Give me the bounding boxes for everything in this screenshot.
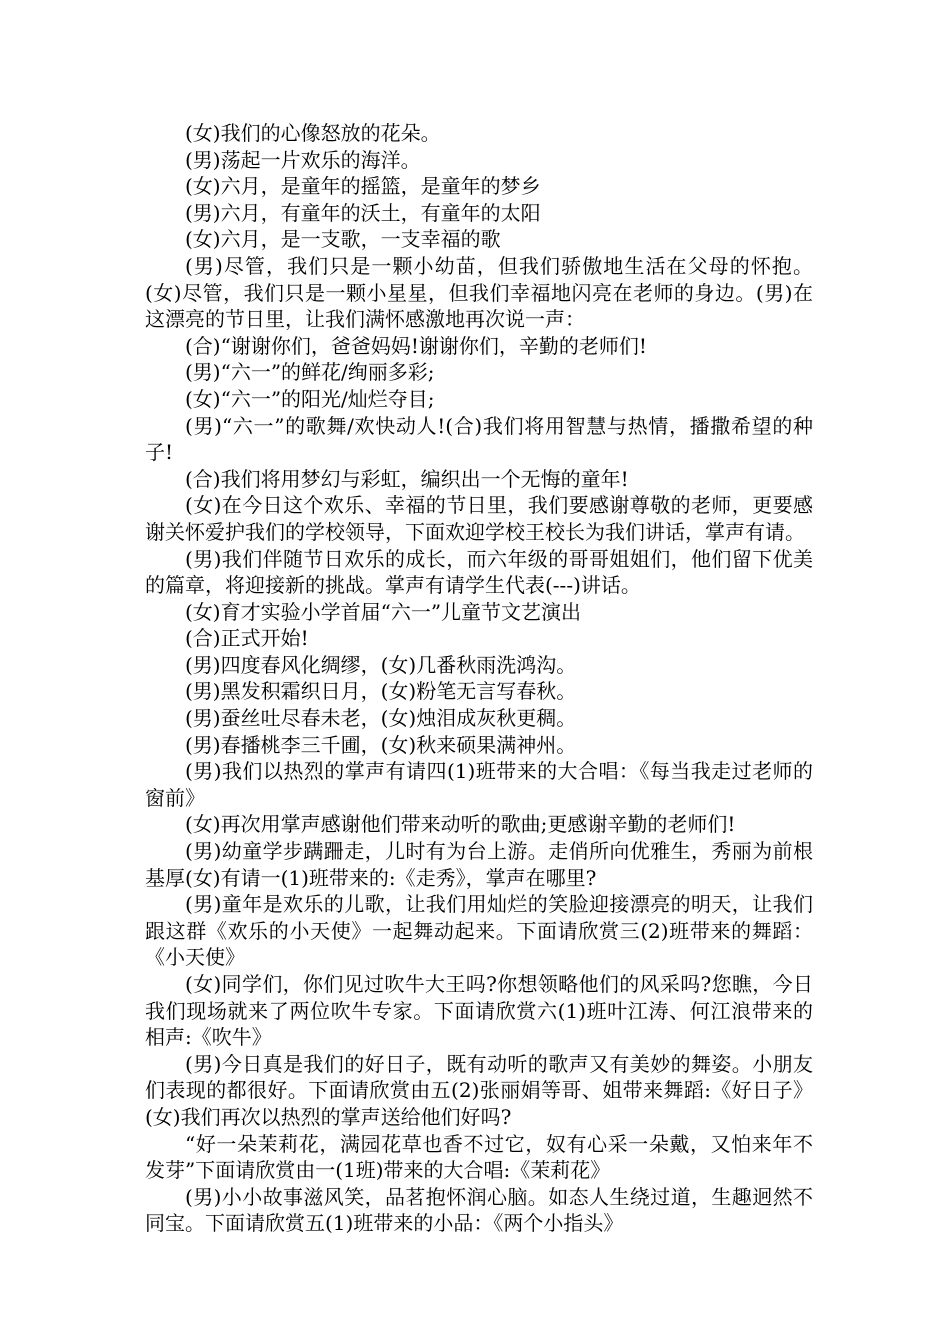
paragraph: (女)“六一”的阳光/灿烂夺目; bbox=[185, 386, 435, 411]
paragraph: (女)育才实验小学首届“六一”儿童节文艺演出 bbox=[185, 599, 582, 624]
paragraph: “好一朵茉莉花，满园花草也香不过它，奴有心采一朵戴，又怕来年不发芽”下面请欣赏由一(1班)带来的大合唱:《茉莉花》 bbox=[145, 1131, 813, 1183]
paragraph: (男)童年是欢乐的儿歌，让我们用灿烂的笑脸迎接漂亮的明天，让我们跟这群《欢乐的小天使》一起舞动起来。下面请欣赏三(2)班带来的舞蹈：《小天使》 bbox=[145, 892, 813, 970]
paragraph: (男)“六一”的鲜花/绚丽多彩; bbox=[185, 360, 435, 385]
paragraph: (男)六月，有童年的沃土，有童年的太阳 bbox=[185, 200, 541, 225]
paragraph: (男)“六一”的歌舞/欢快动人!(合)我们将用智慧与热情，播撒希望的种子! bbox=[145, 413, 813, 465]
paragraph: (女)六月，是一支歌，一支幸福的歌 bbox=[185, 227, 501, 252]
paragraph: (男)春播桃李三千圃，(女)秋来硕果满神州。 bbox=[185, 732, 577, 757]
paragraph: (男)我们伴随节日欢乐的成长，而六年级的哥哥姐姐们，他们留下优美的篇章，将迎接新的挑战。掌声有请学生代表(---)讲话。 bbox=[145, 546, 813, 598]
paragraph: (男)今日真是我们的好日子，既有动听的歌声又有美妙的舞姿。小朋友们表现的都很好。下面请欣赏由五(2)张丽娟等哥、姐带来舞蹈:《好日子》(女)我们再次以热烈的掌声送给他们好吗? bbox=[145, 1051, 813, 1129]
paragraph: (男)蚕丝吐尽春未老，(女)烛泪成灰秋更稠。 bbox=[185, 706, 577, 731]
paragraph: (合)我们将用梦幻与彩虹，编织出一个无悔的童年! bbox=[185, 466, 629, 491]
paragraph: (男)尽管，我们只是一颗小幼苗，但我们骄傲地生活在父母的怀抱。(女)尽管，我们只是一颗小星星，但我们幸福地闪亮在老师的身边。(男)在这漂亮的节日里，让我们满怀感激地再次说一声： bbox=[145, 253, 813, 332]
paragraph: (男)荡起一片欢乐的海洋。 bbox=[185, 147, 421, 172]
paragraph: (男)小小故事滋风笑，品茗抱怀润心脑。如态人生绕过道，生趣迥然不同宝。下面请欣赏五(1)班带来的小品：《两个小指头》 bbox=[145, 1184, 813, 1236]
paragraph: (男)幼童学步蹒跚走，儿时有为台上游。走俏所向优雅生，秀丽为前根基厚(女)有请一(1)班带来的:《走秀》，掌声在哪里? bbox=[145, 839, 813, 890]
paragraph: (男)黑发积霜织日月，(女)粉笔无言写春秋。 bbox=[185, 679, 577, 704]
paragraph: (女)再次用掌声感谢他们带来动听的歌曲;更感谢辛勤的老师们! bbox=[185, 812, 736, 837]
paragraph: (女)我们的心像怒放的花朵。 bbox=[185, 121, 441, 145]
paragraph: (合)“谢谢你们，爸爸妈妈!谢谢你们，辛勤的老师们! bbox=[185, 333, 647, 358]
paragraph: (合)正式开始! bbox=[185, 626, 309, 651]
paragraph: (女)同学们，你们见过吹牛大王吗?你想领略他们的风采吗?您瞧，今日我们现场就来了两位吹牛专家。下面请欣赏六(1)班叶江涛、何江浪带来的相声:《吹牛》 bbox=[145, 972, 813, 1050]
document-body bbox=[145, 120, 813, 1237]
paragraph: (男)我们以热烈的掌声有请四(1)班带来的大合唱：《每当我走过老师的窗前》 bbox=[145, 759, 813, 810]
paragraph: (男)四度春风化绸缪，(女)几番秋雨洗鸿沟。 bbox=[185, 652, 577, 677]
paragraph: (女)六月，是童年的摇篮，是童年的梦乡 bbox=[185, 174, 541, 199]
paragraph: (女)在今日这个欢乐、幸福的节日里，我们要感谢尊敬的老师，更要感谢关怀爱护我们的学校领导，下面欢迎学校王校长为我们讲话，掌声有请。 bbox=[145, 493, 813, 544]
